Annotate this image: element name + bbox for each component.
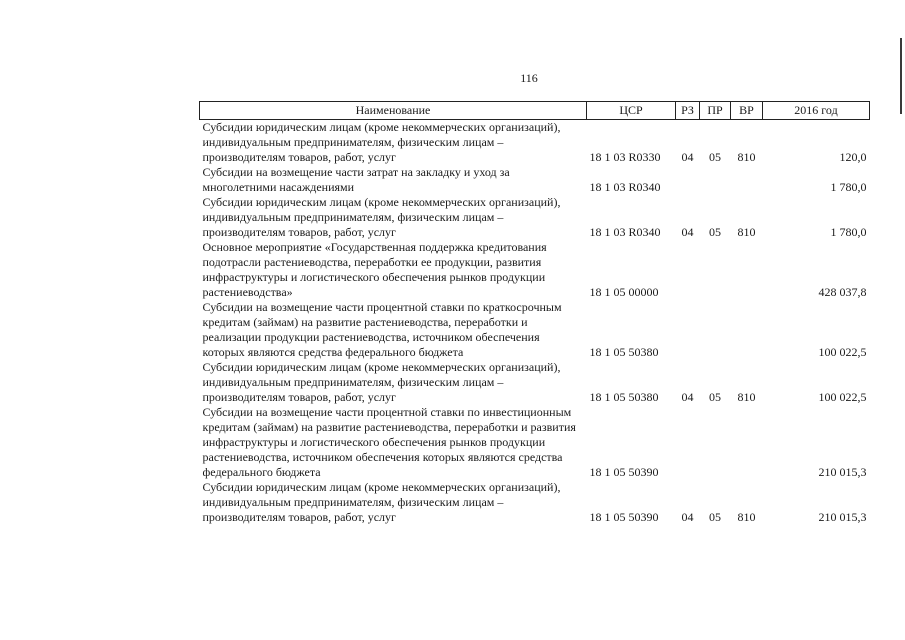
header-year: 2016 год: [763, 102, 870, 120]
table-header-row: [200, 102, 870, 120]
row-rz: 04: [681, 510, 694, 524]
row-amount: 1 780,0: [830, 225, 867, 239]
table-row: [200, 165, 870, 195]
row-vr: [731, 405, 763, 480]
row-csr: 18 1 05 50380: [589, 345, 659, 359]
page-number: 116: [520, 71, 538, 85]
row-amount: 100 022,5: [818, 345, 867, 359]
row-name: Субсидии на возмещение части затрат на закладку и уход за многолетними насаждениями: [202, 165, 510, 194]
row-csr: 18 1 03 R0340: [589, 180, 661, 194]
row-vr: [731, 240, 763, 300]
header-vr: ВР: [731, 102, 763, 120]
row-rz: [676, 405, 700, 480]
row-name: Основное мероприятие «Государственная поддержка кредитования подотрасли растениеводства, переработки ее продукции, развития инфраструктуры и логистического обеспечения рынков продукции растениеводства»: [202, 240, 547, 299]
row-pr: 05: [709, 510, 721, 524]
row-csr: 18 1 05 50380: [589, 390, 659, 404]
row-csr: 18 1 03 R0330: [589, 150, 661, 164]
row-pr: 05: [709, 390, 721, 404]
row-pr: [700, 405, 731, 480]
header-name: Наименование: [200, 102, 587, 120]
row-name: Субсидии на возмещение части процентной ставки по краткосрочным кредитам (займам) на развитие растениеводства, переработки и реализации продукции растениеводства, источником обеспечения которых являются средства федерального бюджета: [202, 300, 562, 359]
row-rz: 04: [681, 390, 694, 404]
row-vr: [731, 165, 763, 195]
row-name: Субсидии юридическим лицам (кроме некоммерческих организаций), индивидуальным предпринимателям, физическим лицам – производителям товаров, работ, услуг: [202, 480, 561, 524]
row-rz: [676, 165, 700, 195]
table-row: [200, 120, 870, 166]
row-rz: 04: [681, 225, 694, 239]
row-pr: [700, 300, 731, 360]
row-vr: [731, 300, 763, 360]
row-csr: 18 1 03 R0340: [589, 225, 661, 239]
row-vr: 810: [737, 390, 756, 404]
row-amount: 428 037,8: [818, 285, 867, 299]
row-vr: 810: [737, 510, 756, 524]
row-name: Субсидии юридическим лицам (кроме некоммерческих организаций), индивидуальным предпринимателям, физическим лицам – производителям товаров, работ, услуг: [202, 195, 561, 239]
row-amount: 210 015,3: [818, 510, 867, 524]
row-rz: [676, 240, 700, 300]
table-row: [200, 240, 870, 300]
scan-edge-mark: [900, 38, 902, 114]
budget-table: [199, 101, 870, 525]
header-rz: РЗ: [676, 102, 700, 120]
row-pr: [700, 165, 731, 195]
header-pr: ПР: [700, 102, 731, 120]
row-pr: 05: [709, 150, 721, 164]
row-amount: 100 022,5: [818, 390, 867, 404]
row-name: Субсидии юридическим лицам (кроме некоммерческих организаций), индивидуальным предпринимателям, физическим лицам – производителям товаров, работ, услуг: [202, 360, 561, 404]
row-csr: 18 1 05 50390: [589, 465, 659, 479]
row-name: Субсидии на возмещение части процентной ставки по инвестиционным кредитам (займам) на развитие растениеводства, переработки и развития инфраструктуры и логистического обеспечения рынков продукции растениеводства, источником обеспечения которых являются средства федерального бюджета: [202, 405, 576, 479]
row-rz: 04: [681, 150, 694, 164]
row-vr: 810: [737, 150, 756, 164]
row-rz: [676, 300, 700, 360]
row-csr: 18 1 05 00000: [589, 285, 659, 299]
row-amount: 1 780,0: [830, 180, 867, 194]
table-row: [200, 195, 870, 240]
row-vr: 810: [737, 225, 756, 239]
table-row: [200, 360, 870, 405]
row-csr: 18 1 05 50390: [589, 510, 659, 524]
row-amount: 120,0: [839, 150, 867, 164]
row-pr: [700, 240, 731, 300]
row-name: Субсидии юридическим лицам (кроме некоммерческих организаций), индивидуальным предпринимателям, физическим лицам – производителям товаров, работ, услуг: [202, 120, 561, 164]
table-row: [200, 300, 870, 360]
table-row: [200, 480, 870, 525]
table-row: [200, 405, 870, 480]
row-amount: 210 015,3: [818, 465, 867, 479]
header-csr: ЦСР: [587, 102, 676, 120]
row-pr: 05: [709, 225, 721, 239]
